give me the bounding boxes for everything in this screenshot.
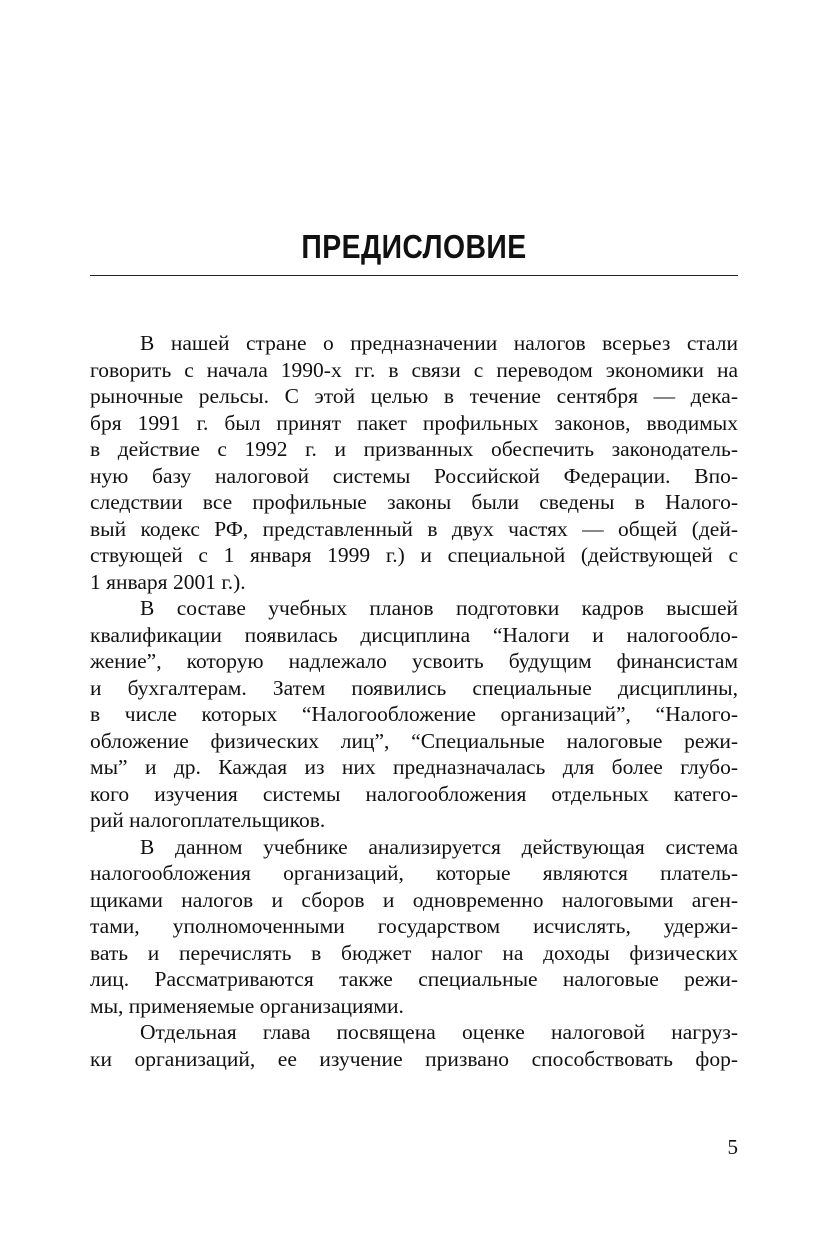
page-title: ПРЕДИСЛОВИЕ (301, 228, 527, 265)
preface-text (90, 330, 738, 1072)
text-line: рий налогоплательщиков. (90, 808, 326, 832)
page-number: 5 (727, 1135, 738, 1159)
title-underline (90, 275, 738, 276)
text-line: квалификации появилась дисциплина “Налоги и налогообло- (90, 622, 738, 647)
text-line: кого изучения системы налогообложения отдельных катего- (90, 781, 738, 806)
paragraph-2 (90, 595, 738, 834)
paragraph-4 (90, 1019, 738, 1072)
text-line: налогообложения организаций, которые являются платель- (90, 861, 738, 885)
text-line: обложение физических лиц”, “Специальные налоговые режи- (90, 728, 738, 753)
text-line: ствующей с 1 января 1999 г.) и специальной (действующей с (90, 543, 738, 567)
text-line: тами, уполномоченными государством исчислять, удержи- (90, 914, 738, 938)
text-line: ную базу налоговой системы Российской Федерации. Впо- (90, 463, 738, 488)
text-line: жение”, которую надлежало усвоить будущим финансистам (90, 649, 738, 673)
text-line: щиками налогов и сборов и одновременно налоговыми аген- (90, 887, 738, 912)
text-line: ки организаций, ее изучение призвано способствовать фор- (90, 1046, 738, 1071)
text-line: лиц. Рассматриваются также специальные налоговые режи- (90, 967, 738, 991)
paragraph-3 (90, 834, 738, 1020)
text-line: вать и перечислять в бюджет налог на доходы физических (90, 940, 738, 965)
text-line: Отдельная глава посвящена оценке налоговой нагруз- (140, 1020, 738, 1044)
text-line: мы” и др. Каждая из них предназначалась для более глубо- (90, 755, 738, 779)
text-line: вый кодекс РФ, представленный в двух частях — общей (дей- (90, 516, 738, 541)
text-line: рыночные рельсы. С этой целью в течение сентября — дека- (90, 384, 738, 408)
paragraph-1 (90, 330, 738, 595)
text-line: следствии все профильные законы были сведены в Налого- (90, 490, 738, 514)
text-line: бря 1991 г. был принят пакет профильных законов, вводимых (90, 410, 738, 435)
text-line: В данном учебнике анализируется действующая система (140, 834, 738, 859)
text-line: В нашей стране о предназначении налогов всерьез стали (140, 331, 738, 355)
text-line: в действие с 1992 г. и призванных обеспечить законодатель- (90, 437, 738, 461)
text-line: в числе которых “Налогообложение организаций”, “Налого- (90, 702, 738, 726)
text-line: В составе учебных планов подготовки кадров высшей (140, 596, 738, 620)
text-line: говорить с начала 1990-х гг. в связи с переводом экономики на (90, 357, 738, 382)
text-line: 1 января 2001 г.). (90, 569, 246, 594)
text-line: мы, применяемые организациями. (90, 993, 404, 1018)
text-line: и бухгалтерам. Затем появились специальные дисциплины, (90, 675, 738, 700)
